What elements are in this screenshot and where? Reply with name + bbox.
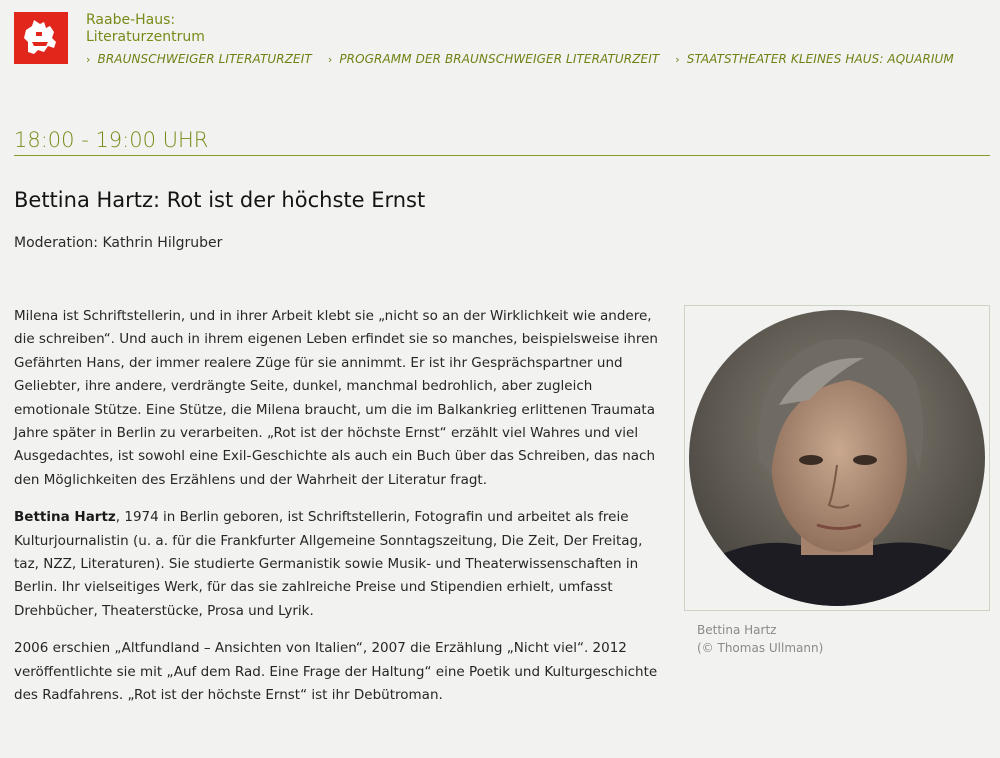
caption-credit: (© Thomas Ullmann): [697, 641, 824, 655]
breadcrumb-item: [86, 52, 312, 66]
chevron-right-icon: ›: [675, 52, 680, 66]
chevron-right-icon: ›: [86, 52, 91, 66]
site-title[interactable]: [86, 12, 205, 46]
photo-caption: [697, 621, 823, 657]
breadcrumb-link-aquarium[interactable]: STAATSTHEATER KLEINES HAUS: AQUARIUM: [686, 52, 954, 66]
site-logo[interactable]: [14, 12, 68, 64]
event-time: 18:00 - 19:00 UHR: [14, 128, 209, 152]
author-portrait[interactable]: [689, 310, 985, 606]
description-paragraph: Milena ist Schriftstellerin, und in ihrer Arbeit klebt sie „nicht so an der Wirklichkeit wie andere, die schreiben“. Und auch in ihrem eigenen Leben erfindet sie so manches, beispielsweise ihren Gefährten Hans, der immer realere Züge für sie annimmt. Er ist ihr Gesprächspartner und Geliebter, ihre andere, verdrängte Seite, dunkel, manchmal bedrohlich, aber zugleich emotionale Stütze. Eine Stütze, die Milena braucht, um die im Balkankrieg erlittenen Traumata Jahre später in Berlin zu verarbeiten. „Rot ist der höchste Ernst“ erzählt viel Wahres und viel Ausgedachtes, ist sowohl eine Exil-Geschichte als auch ein Buch über das Schreiben, das nach den Möglichkeiten des Erzählens und der Wahrheit der Literatur fragt.: [14, 308, 658, 488]
breadcrumb-item: [675, 52, 954, 66]
chevron-right-icon: ›: [327, 52, 333, 66]
event-description: [14, 305, 659, 722]
breadcrumb: [86, 52, 970, 66]
event-moderation: Moderation: Kathrin Hilgruber: [14, 235, 223, 251]
event-title: Bettina Hartz: Rot ist der höchste Ernst: [14, 188, 426, 212]
bio-paragraph: [14, 506, 659, 623]
lion-logo-icon: [14, 12, 68, 64]
breadcrumb-link-programm[interactable]: PROGRAMM DER BRAUNSCHWEIGER LITERATURZEIT: [339, 52, 660, 66]
caption-name: Bettina Hartz: [697, 623, 777, 637]
breadcrumb-link-literaturzeit[interactable]: BRAUNSCHWEIGER LITERATURZEIT: [97, 52, 312, 66]
site-title-line2[interactable]: Literaturzentrum: [86, 29, 205, 45]
author-name: Bettina Hartz: [14, 509, 116, 526]
author-photo-frame: [684, 305, 990, 611]
portrait-image: [689, 310, 985, 606]
bio-text: , 1974 in Berlin geboren, ist Schriftstellerin, Fotografin und arbeitet als freie Kulturjournalistin (u. a. für die Frankfurter Allgemeine Sonntagszeitung, Die Zeit, Der Freitag, taz, NZZ, Literaturen). Sie studierte Germanistik sowie Musik- und Theaterwissenschaften in Berlin. Ihr vielseitiges Werk, für das sie zahlreiche Preise und Stipendien erhielt, umfasst Drehbücher, Theaterstücke, Prosa und Lyrik.: [14, 509, 643, 619]
works-paragraph: 2006 erschien „Altfundland – Ansichten von Italien“, 2007 die Erzählung „Nicht viel“. 2012 veröffentlichte sie mit „Auf dem Rad. Eine Frage der Haltung“ eine Poetik und Kulturgeschichte des Radfahrens. „Rot ist der höchste Ernst“ ist ihr Debütroman.: [14, 640, 658, 704]
site-title-line1[interactable]: Raabe-Haus:: [86, 12, 176, 28]
divider: [14, 155, 990, 156]
breadcrumb-item: [328, 52, 659, 66]
